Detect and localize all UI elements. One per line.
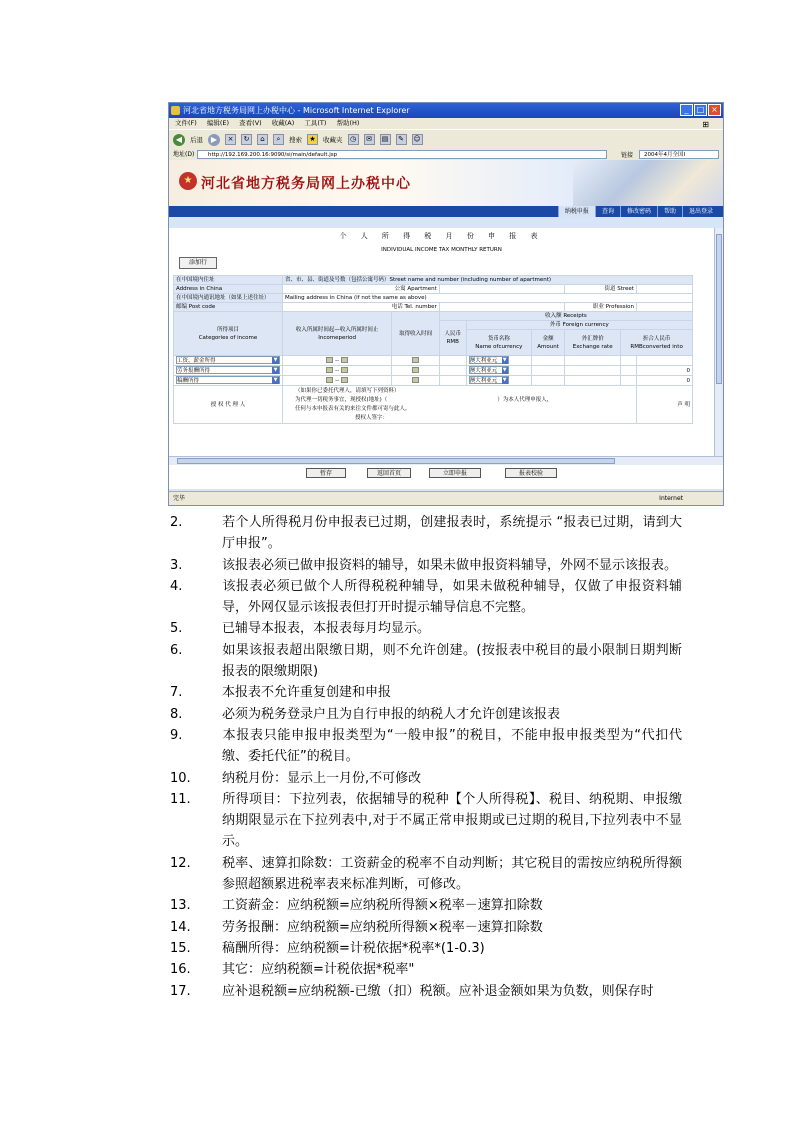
note-text: 其它：应纳税额=计税依据*税率" xyxy=(222,962,415,978)
save-draft-button[interactable]: 暂存 xyxy=(306,468,346,478)
agent-line2 xyxy=(295,396,634,405)
agent-line2-a: 为代理一切税务事宜，现授权(地址)（ xyxy=(295,396,388,403)
income-row xyxy=(174,376,693,386)
portal-banner xyxy=(169,160,723,206)
note-item xyxy=(170,853,682,896)
profession-label: 职业 Profession xyxy=(565,303,637,312)
favorites-button[interactable]: 收藏夹 xyxy=(323,136,343,144)
note-item xyxy=(170,959,682,980)
row-end-value: 0 xyxy=(636,376,692,386)
note-text: 应补退税额=应纳税额-已缴（扣）税额。应补退金额如果为负数，则保存时 xyxy=(222,983,654,999)
note-text: 本报表只能申报申报类型为“一般申报”的税目，不能申报申报类型为“代扣代缴、委托代征”的税目。 xyxy=(222,727,682,765)
note-text: 本报表不允许重复创建和申报 xyxy=(222,685,392,701)
agent-line1: （如果你已委托代理人，请填写下列资料） xyxy=(295,387,400,394)
rmb-header xyxy=(439,321,466,356)
note-number: 10. xyxy=(170,770,191,786)
amount-input[interactable] xyxy=(531,356,564,366)
postcode-label: 邮编 Post code xyxy=(174,303,283,312)
row-end-value xyxy=(636,356,692,366)
menu-bar xyxy=(169,118,723,129)
amount-en: Amount xyxy=(537,343,559,350)
apartment-input[interactable] xyxy=(439,285,564,294)
calendar-icon[interactable] xyxy=(326,357,333,363)
note-number: 3. xyxy=(170,557,183,573)
period-header xyxy=(283,312,392,356)
street-label: 街道 Street xyxy=(565,285,637,294)
income-row xyxy=(174,366,693,376)
note-text: 若个人所得税月份申报表已过期，创建报表时，系统提示 “报表已过期，请到大厅申报”。 xyxy=(222,515,682,552)
rmb-input[interactable] xyxy=(439,356,466,366)
back-home-button[interactable]: 返回首页 xyxy=(367,468,411,478)
menu-file[interactable]: 文件(F) xyxy=(175,119,197,127)
tel-input[interactable] xyxy=(439,303,564,312)
chevron-down-icon[interactable]: ▼ xyxy=(273,367,278,373)
note-item xyxy=(196,1002,682,1023)
menu-favorites[interactable]: 收藏(A) xyxy=(271,119,295,127)
address-bar xyxy=(169,149,723,160)
agent-line4: 授权人签字： xyxy=(355,414,389,421)
note-number: 9. xyxy=(170,727,183,743)
declare-label: 声 明 xyxy=(636,386,692,424)
validate-button[interactable]: 报表校验 xyxy=(505,468,557,478)
stop-icon[interactable]: × xyxy=(225,134,236,145)
period-sep: -- xyxy=(335,377,340,384)
windows-logo-icon: ⊞ xyxy=(702,120,709,129)
chevron-down-icon[interactable]: ▼ xyxy=(273,377,278,383)
exchange-cn: 外汇牌价 xyxy=(581,335,604,342)
submit-now-button[interactable]: 立即申报 xyxy=(429,468,481,478)
nav-tax-return[interactable]: 纳税申报 xyxy=(558,206,595,217)
note-item xyxy=(170,555,682,576)
mailing-label: 在中国境内通讯地址（如果上述住址） xyxy=(174,294,283,303)
note-number: 7. xyxy=(170,685,183,701)
converted-cn: 折合人民币 xyxy=(642,335,671,342)
currency-select[interactable] xyxy=(469,356,509,364)
menu-view[interactable]: 查看(V) xyxy=(239,119,262,127)
foreign-currency-header: 外币 Foreign currency xyxy=(466,321,692,330)
note-item xyxy=(170,682,682,703)
internet-zone: Internet xyxy=(659,495,683,502)
domicile-label: 在中国境内住址 xyxy=(174,276,283,285)
form-title: 个 人 所 得 税 月 份 申 报 表 xyxy=(339,232,544,240)
mailing-hint: Mailing address in China (if not the same as above) xyxy=(283,294,693,303)
currency-name-en: Name ofcurrency xyxy=(475,343,523,350)
rmb-input[interactable] xyxy=(439,376,466,386)
note-item xyxy=(170,981,682,1002)
scroll-thumb[interactable] xyxy=(177,458,615,464)
income-row xyxy=(174,356,693,366)
note-text: 劳务报酬：应纳税额=应纳税所得额×税率－速算扣除数 xyxy=(222,919,543,935)
note-number: 16. xyxy=(170,962,191,978)
agent-label: 授 权 代 理 人 xyxy=(174,386,283,424)
category-header xyxy=(174,312,283,356)
mail-icon[interactable]: ✉ xyxy=(364,134,375,145)
row-end-value: 0 xyxy=(636,366,692,376)
converted-en: RMBconverted into xyxy=(630,343,683,350)
period-sep: -- xyxy=(335,357,340,364)
note-item xyxy=(170,704,682,725)
note-item xyxy=(170,789,682,853)
note-item xyxy=(170,618,682,639)
rmb-input[interactable] xyxy=(439,366,466,376)
favorites-icon[interactable]: ★ xyxy=(307,134,318,145)
note-item xyxy=(170,768,682,789)
chevron-down-icon[interactable]: ▼ xyxy=(502,367,507,373)
calendar-icon[interactable] xyxy=(412,357,419,363)
exchange-input[interactable] xyxy=(565,366,621,376)
add-row-button[interactable]: 添加行 xyxy=(179,257,217,269)
category-select[interactable] xyxy=(176,366,280,374)
obtain-time-header: 取得收入时间 xyxy=(392,312,439,356)
calendar-icon[interactable] xyxy=(326,377,333,383)
date-box: 2004年4月全国I xyxy=(639,150,719,159)
converted-input[interactable] xyxy=(621,366,637,376)
note-item xyxy=(170,938,682,959)
currency-name-cn: 货币名称 xyxy=(487,335,510,342)
note-item xyxy=(170,725,682,768)
rmb-header-cn: 人民币 xyxy=(444,331,461,337)
note-text: 已辅导本报表，本报表每月均显示。 xyxy=(222,621,431,637)
note-text: 工资薪金：应纳税额=应纳税所得额×税率－速算扣除数 xyxy=(222,898,543,914)
note-number: 5. xyxy=(170,621,183,637)
period-sep: -- xyxy=(335,367,340,374)
nav-help[interactable]: 帮助 xyxy=(657,206,682,217)
calendar-icon[interactable] xyxy=(412,377,419,383)
currency-value: 澳大利亚元 xyxy=(469,368,498,374)
address-china-label: Address in China xyxy=(174,285,283,294)
refresh-icon[interactable]: ↻ xyxy=(241,134,252,145)
rmb-header-en: RMB xyxy=(446,339,459,345)
notes-list xyxy=(170,512,682,1023)
links-button[interactable]: 链接 xyxy=(621,152,634,159)
search-icon[interactable]: ⌕ xyxy=(273,134,284,145)
note-number: 12. xyxy=(170,855,191,871)
category-header-en: Categories of income xyxy=(198,334,258,341)
note-number: 13. xyxy=(170,898,191,914)
note-text: 稿酬所得：应纳税额=计税依据*税率*(1-0.3) xyxy=(222,940,485,956)
scroll-thumb[interactable] xyxy=(716,234,722,384)
address-input[interactable]: http://192.169.200.16:9090/si/main/default.jsp xyxy=(197,150,607,159)
note-text: 该报表必须已做个人所得税税种辅导，如果未做税种辅导，仅做了申报资料辅导，外网仅显示该报表但打开时提示辅导信息不完整。 xyxy=(222,578,682,616)
chevron-down-icon[interactable]: ▼ xyxy=(273,357,278,363)
category-value: 工资、薪金所得 xyxy=(177,358,216,364)
note-text: 纳税月份：显示上一月份,不可修改 xyxy=(222,770,422,786)
profession-input[interactable] xyxy=(636,303,692,312)
amount-cn: 金额 xyxy=(542,335,554,342)
agent-line2-b: ）为本人代理申报人， xyxy=(497,396,553,403)
note-item xyxy=(170,640,682,683)
note-item xyxy=(170,512,682,555)
converted-input[interactable] xyxy=(621,356,637,366)
vertical-scrollbar[interactable] xyxy=(714,228,723,456)
category-select[interactable] xyxy=(176,376,280,384)
note-number: 4. xyxy=(170,578,183,594)
form-button-row xyxy=(169,465,723,489)
currency-value: 澳大利亚元 xyxy=(469,358,498,364)
maximize-button[interactable]: □ xyxy=(694,104,707,116)
menu-help[interactable]: 帮助(H) xyxy=(336,119,360,127)
category-value: 稿酬所得 xyxy=(177,378,200,384)
calendar-icon[interactable] xyxy=(412,367,419,373)
calendar-icon[interactable] xyxy=(341,367,348,373)
back-icon[interactable]: ◀ xyxy=(173,134,185,146)
chevron-down-icon[interactable]: ▼ xyxy=(502,377,507,383)
exchange-en: Exchange rate xyxy=(572,343,613,350)
address-label: 地址(D) xyxy=(173,151,195,158)
currency-select[interactable] xyxy=(469,376,509,384)
note-number: 11. xyxy=(170,791,191,807)
calendar-icon[interactable] xyxy=(326,367,333,373)
toolbar xyxy=(169,129,723,149)
forward-icon[interactable]: ▶ xyxy=(208,134,220,146)
currency-name-header xyxy=(466,330,531,356)
exchange-input[interactable] xyxy=(565,356,621,366)
nav-query[interactable]: 查询 xyxy=(595,206,620,217)
portal-title: 河北省地方税务局网上办税中心 xyxy=(201,176,411,192)
note-text: 该报表必须已做申报资料的辅导，如果未做申报资料辅导，外网不显示该报表。 xyxy=(222,557,678,573)
window-title: 河北省地方税务局网上办税中心 - Microsoft Internet Explorer xyxy=(183,106,410,115)
exchange-input[interactable] xyxy=(565,376,621,386)
status-bar xyxy=(169,491,723,505)
note-number: 2. xyxy=(170,515,183,530)
nav-change-password[interactable]: 修改密码 xyxy=(620,206,657,217)
tax-emblem-icon: ★ xyxy=(179,172,197,190)
calendar-icon[interactable] xyxy=(341,377,348,383)
home-icon[interactable]: ⌂ xyxy=(257,134,268,145)
note-number: 6. xyxy=(170,642,183,658)
window-titlebar xyxy=(169,103,723,118)
nav-logout[interactable]: 退出登录 xyxy=(682,206,719,217)
note-text: 如果该报表超出限缴日期，则不允许创建。(按报表中税目的最小限制日期判断报表的限缴期限) xyxy=(222,642,682,680)
return-form-table xyxy=(173,275,693,424)
note-number: 14. xyxy=(170,919,191,935)
note-text: 必须为税务登录户且为自行申报的纳税人才允许创建该报表 xyxy=(222,706,561,722)
search-button[interactable]: 搜索 xyxy=(289,136,302,144)
converted-header xyxy=(621,330,693,356)
tel-label: 电话 Tel. number xyxy=(283,303,440,312)
back-button[interactable]: 后退 xyxy=(190,136,203,144)
category-select[interactable] xyxy=(176,356,280,364)
status-text: 完毕 xyxy=(173,495,186,502)
receipts-header: 收入额 Receipts xyxy=(439,312,692,321)
calendar-icon[interactable] xyxy=(341,357,348,363)
amount-input[interactable] xyxy=(531,366,564,376)
note-item xyxy=(170,576,682,619)
menu-tools[interactable]: 工具(T) xyxy=(304,119,327,127)
ie-icon xyxy=(171,106,180,115)
edit-icon[interactable]: ✎ xyxy=(396,134,407,145)
currency-value: 澳大利亚元 xyxy=(469,378,498,384)
apartment-label: 公寓 Apartment xyxy=(283,285,440,294)
domicile-hint: 省、市、县、街道及号数（包括公寓号码）Street name and number (including number of apartment) xyxy=(283,276,693,285)
form-area xyxy=(169,228,714,456)
chevron-down-icon[interactable]: ▼ xyxy=(502,357,507,363)
exchange-header xyxy=(565,330,621,356)
print-icon[interactable]: ▤ xyxy=(380,134,391,145)
agent-block xyxy=(283,386,637,424)
amount-input[interactable] xyxy=(531,376,564,386)
horizontal-scrollbar[interactable] xyxy=(169,456,723,465)
currency-select[interactable] xyxy=(469,366,509,374)
note-number: 17. xyxy=(170,983,191,999)
note-text: 所得项目：下拉列表，依据辅导的税种【个人所得税】、税目、纳税期、申报缴纳期限显示在下拉列表中,对于不属正常申报期或已过期的税目,下拉列表中不显示。 xyxy=(222,791,682,850)
category-value: 劳务报酬所得 xyxy=(177,368,211,374)
note-item xyxy=(170,895,682,916)
note-number: 15. xyxy=(170,940,191,956)
note-text: 税率、速算扣除数：工资薪金的税率不自动判断；其它税目的需按应纳税所得额参照超额累进税率表来标准判断，可修改。 xyxy=(222,855,682,893)
converted-input[interactable] xyxy=(621,376,637,386)
amount-header xyxy=(531,330,564,356)
note-number: 8. xyxy=(170,706,183,722)
messenger-icon[interactable]: ☺ xyxy=(413,135,421,143)
banner-photo xyxy=(573,160,723,206)
street-input[interactable] xyxy=(636,285,692,294)
category-header-cn: 所得项目 xyxy=(216,326,239,333)
agent-line3: 任何与本申报表有关的来往文件都可寄与此人。 xyxy=(295,405,411,412)
period-header-cn: 收入所属时间起—收入所属时间止 xyxy=(295,326,379,333)
note-item xyxy=(170,917,682,938)
minimize-button[interactable]: _ xyxy=(680,104,693,116)
period-header-en: Incomeperiod xyxy=(318,334,357,341)
menu-edit[interactable]: 编辑(E) xyxy=(206,119,230,127)
history-icon[interactable]: ◷ xyxy=(348,134,359,145)
browser-window xyxy=(168,102,724,506)
portal-nav xyxy=(169,206,723,217)
close-button[interactable]: × xyxy=(708,104,721,116)
form-subtitle: INDIVIDUAL INCOME TAX MONTHLY RETURN xyxy=(381,247,502,253)
